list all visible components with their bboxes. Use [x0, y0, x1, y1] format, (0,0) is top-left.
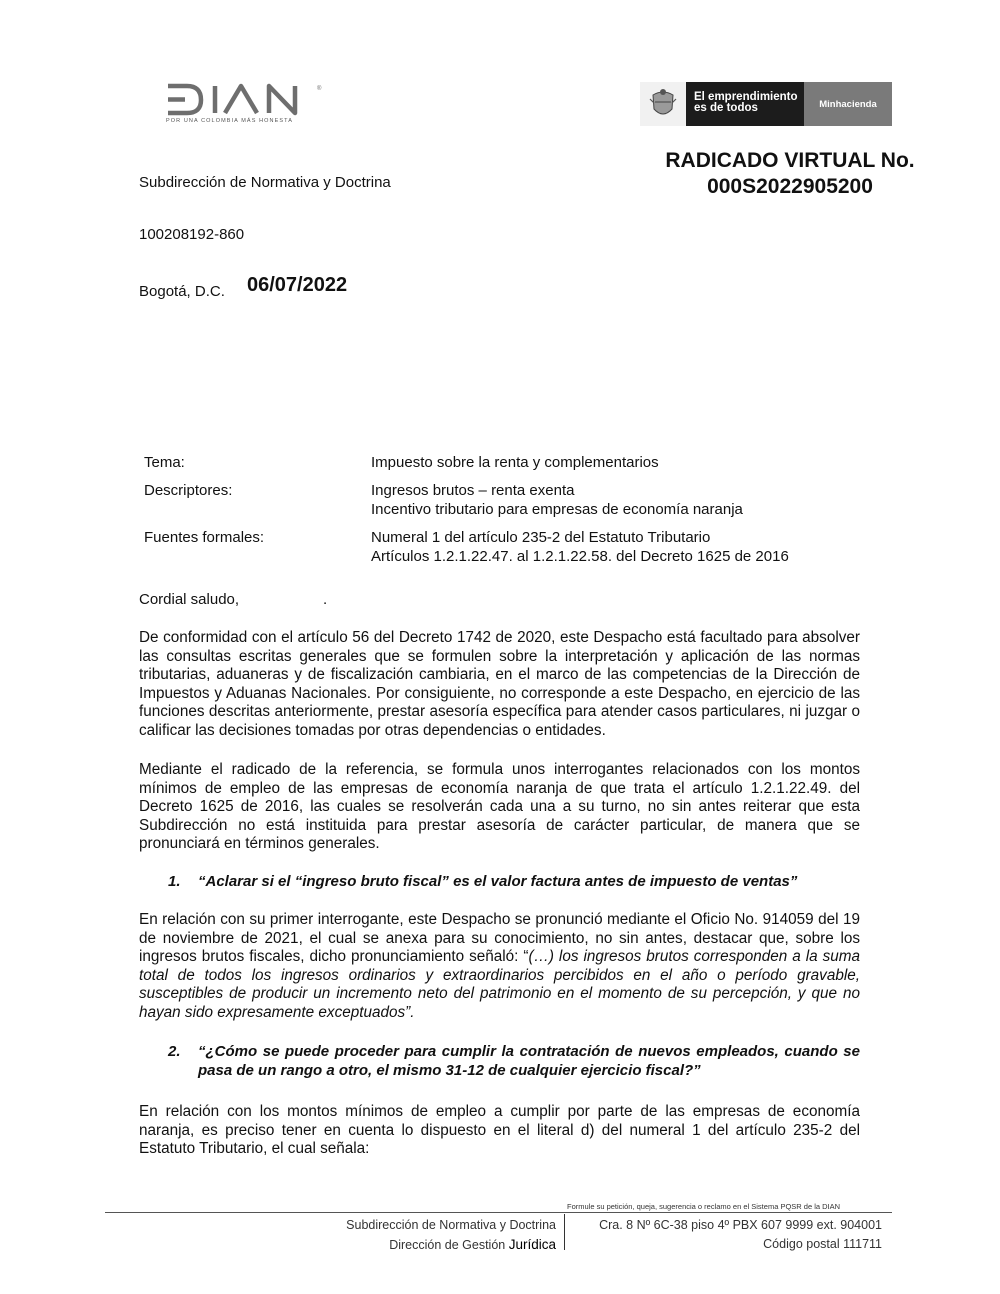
- reference-number: 100208192-860: [139, 226, 245, 243]
- meta-value: Impuesto sobre la renta y complementarios: [371, 454, 659, 471]
- office-name: Subdirección de Normativa y Doctrina: [139, 174, 391, 191]
- banner-ministry: Minhacienda: [804, 82, 892, 126]
- paragraph-competence: De conformidad con el artículo 56 del Decreto 1742 de 2020, este Despacho está facultado para absolver las consultas escritas generales que se formulen sobre la interpretación y aplicación de las normas tributarias, aduaneras y de fiscalización cambiaria, en el marco de las competencias de la Dirección de Impuestos y Aduanas Nacionales. Por consiguiente, no corresponde a este Despacho, en ejercicio de las funciones descritas anteriormente, prestar asesoría específica para atender casos particulares, ni juzgar o calificar las decisiones tomadas por otras dependencias o entidades.: [139, 629, 860, 739]
- question-text: “Aclarar si el “ingreso bruto fiscal” es el valor factura antes de impuesto de ventas”: [198, 873, 798, 890]
- footer-rule: [105, 1212, 892, 1213]
- meta-row-tema: [144, 453, 789, 472]
- meta-values: [371, 481, 743, 519]
- footer-address: [574, 1216, 882, 1254]
- question-number: 1.: [168, 873, 181, 890]
- dian-wordmark: [165, 80, 325, 116]
- footer-office-line1: Subdirección de Normativa y Doctrina: [346, 1218, 556, 1232]
- footer-divider: [564, 1214, 565, 1250]
- meta-value: Ingresos brutos – renta exenta: [371, 482, 575, 499]
- question-2: [168, 1043, 860, 1080]
- question-number: 2.: [168, 1043, 181, 1060]
- meta-value: Artículos 1.2.1.22.47. al 1.2.1.22.58. del Decreto 1625 de 2016: [371, 548, 789, 565]
- question-text: “¿Cómo se puede proceder para cumplir la contratación de nuevos empleados, cuando se pasa de un rango a otro, el mismo 31-12 de cualquier ejercicio fiscal?”: [198, 1043, 860, 1079]
- question-1: [168, 873, 860, 892]
- meta-values: [371, 453, 659, 472]
- meta-value: Numeral 1 del artículo 235-2 del Estatuto Tributario: [371, 529, 711, 546]
- coat-of-arms-icon: [640, 82, 686, 126]
- government-banner: [640, 82, 892, 126]
- paragraph-answer-2: En relación con los montos mínimos de empleo a cumplir por parte de las empresas de economía naranja, es preciso tener en cuenta lo dispuesto en el literal d) del numeral 1 del artículo 235-2 del Estatuto Tributario, el cual señala:: [139, 1103, 860, 1158]
- letter-date: 06/07/2022: [247, 274, 348, 296]
- footer-office-prefix: Dirección de Gestión: [389, 1238, 509, 1252]
- meta-key: Tema:: [144, 454, 185, 471]
- footer-office: [300, 1216, 556, 1255]
- meta-key: Descriptores:: [144, 482, 233, 499]
- meta-values: [371, 528, 789, 566]
- banner-slogan-line2: es de todos: [694, 102, 758, 114]
- dian-tagline: POR UNA COLOMBIA MÁS HONESTA: [166, 118, 293, 124]
- svg-text:®: ®: [317, 86, 322, 92]
- meta-row-fuentes: [144, 528, 789, 566]
- footer-postal-code: Código postal 111711: [763, 1237, 882, 1251]
- city: Bogotá, D.C.: [139, 283, 225, 300]
- footer-office-line2: [300, 1235, 556, 1255]
- banner-slogan-line1: El emprendimiento: [694, 91, 798, 103]
- greeting: Cordial saludo,: [139, 591, 240, 608]
- footer-address-line1: Cra. 8 Nº 6C-38 piso 4º PBX 607 9999 ext. 904001: [599, 1218, 882, 1232]
- banner-slogan: [686, 82, 804, 126]
- footer-pqsr-note: Formule su petición, queja, sugerencia o reclamo en el Sistema PQSR de la DIAN: [567, 1202, 841, 1211]
- radicado-label: RADICADO VIRTUAL No.: [665, 149, 915, 172]
- radicado-value: 000S2022905200: [707, 175, 873, 198]
- paragraph-reference: Mediante el radicado de la referencia, se formula unos interrogantes relacionados con los montos mínimos de empleo de las empresas de economía naranja de que trata el artículo 1.2.1.22.49. del Decreto 1625 de 2016, las cuales se resolverán cada una a su turno, no sin antes reiterar que esta Subdirección no está instituida para prestar asesoría de carácter particular, de manera que se pronunciará en términos generales.: [139, 761, 860, 853]
- meta-key: Fuentes formales:: [144, 529, 265, 546]
- meta-row-descriptores: [144, 481, 789, 519]
- answer-text: En relación con su primer interrogante, este Despacho se pronunció mediante el Oficio No. 914059 del 19 de noviembre de 2021, el cual se anexa para su conocimiento, no sin antes, destacar que, sobre los ingresos brutos fiscales, dicho pronunciamiento señaló: “: [139, 911, 860, 966]
- answer-quote: (…) los ingresos brutos corresponden a la suma total de todos los ingresos ordinarios y extraordinarios percibidos en el año o período gravable, susceptibles de producir un incremento neto del patrimonio en el momento de su percepción, y que no hayan sido expresamente exceptuados”.: [139, 948, 860, 1021]
- paragraph-answer-1: [139, 911, 860, 1023]
- meta-value: Incentivo tributario para empresas de economía naranja: [371, 501, 743, 518]
- radicado-number: [640, 148, 940, 200]
- subject-table: [144, 453, 789, 575]
- footer-office-emph: Jurídica: [508, 1237, 556, 1252]
- greeting-dot: .: [323, 591, 328, 608]
